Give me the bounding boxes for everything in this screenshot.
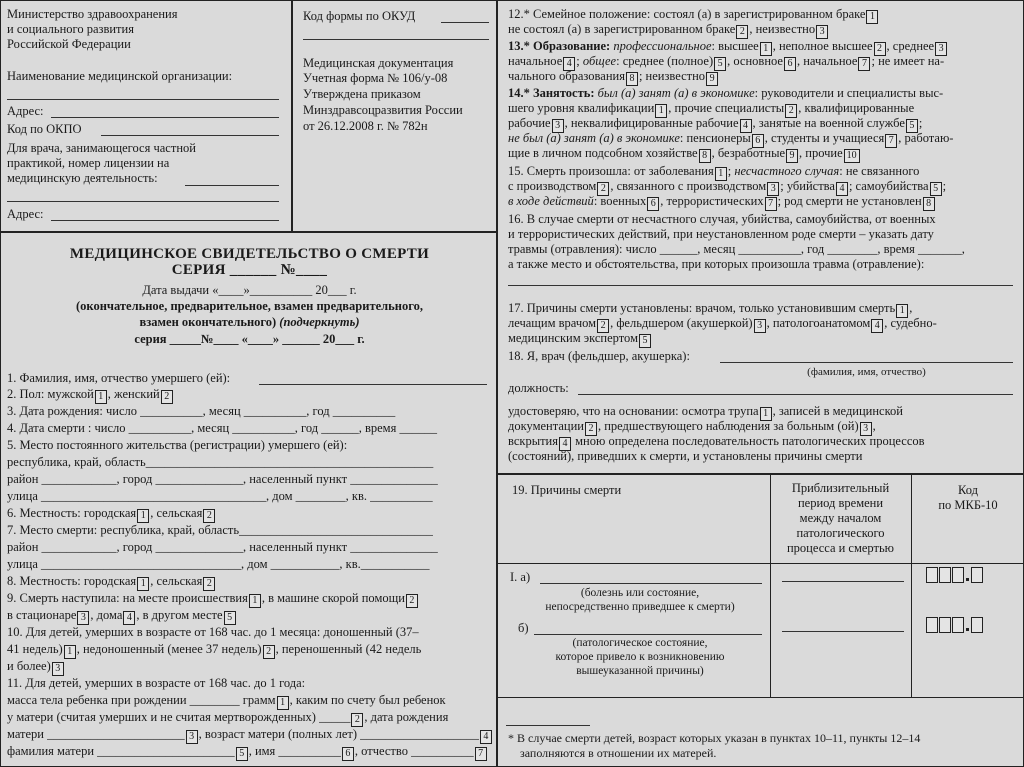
item13-no-edu-label: ; не имеет на- [871,54,945,68]
ministry-line-1: Министерство здравоохранения [7,7,178,21]
item2-label: 2. Пол: мужской [7,387,94,401]
item17-pathologist-label: , патологоанатомом [766,316,871,330]
checkbox-terrorism[interactable]: 7 [765,197,777,211]
item8-label: 8. Местность: городская [7,574,137,588]
checkbox-hospital[interactable]: 3 [77,611,89,625]
footnote-mark: * [508,731,514,745]
certificate-title: МЕДИЦИНСКОЕ СВИДЕТЕЛЬСТВО О СМЕРТИ [69,246,430,262]
checkbox-mother-surname[interactable]: 5 [236,747,248,761]
checkbox-home[interactable]: 4 [123,611,135,625]
item1-label: 1. Фамилия, имя, отчество умершего (ей): [7,371,231,385]
item11-mother-count-label: у матери (считая умерших и не считая мертворожденных) _____ [7,710,351,724]
okud-code-label: Код формы по ОКУД [303,9,416,23]
checkbox-observation[interactable]: 3 [860,422,872,436]
checkbox-mother-name[interactable]: 6 [342,747,354,761]
item18-sequence-label: мною определена последовательность патологических процессов [575,434,925,448]
item16-circumstances: а также место и обстоятельства, при которых произошла травма (отравление): [508,257,925,271]
item7-label[interactable]: 7. Место смерти: республика, край, область_______________________________ [7,523,433,537]
item18-observation-label: , предшествующего наблюдения за больным (ой) [597,419,859,433]
checkbox-urban-8[interactable]: 1 [137,577,149,591]
checkbox-qualified-workers[interactable]: 3 [552,119,564,133]
icd-code-a[interactable] [926,567,983,583]
checkbox-rural-8[interactable]: 2 [203,577,215,591]
cause-col2-header-4: патологического [796,526,885,540]
cause-col3-header-2: по МКБ-10 [938,498,998,512]
doc-line-1: Медицинская документация [303,56,454,70]
item13-basic-label: , основное [727,54,783,68]
item14-pensioners-label: : пенсионеры [679,131,751,145]
icd-code-b[interactable] [926,617,983,633]
right-main-panel: 12.* Семейное положение: состоял (а) в зарегистрированном браке 1 не состоял (а) в зарегистрированном браке 2 , неизвестно 3 13.* Образование: профессиональное: высшее 1 , неполное высшее 2 , среднее 3 начальное 4 ; общее: среднее (полное) 5 , основное 6 , начальное 7 ; не имеет на- чального образования 8 ; неизвестно 9 14.* Занятость: был (а) занят (а) в экономике: руководители и специалисты выс- шего уровня квалификации 1 , прочие специалисты 2 , квалифицированные рабочие 3 , неквалифицированные рабочие 4 , занятые на военной службе 5 ; не был (а) занят (а) в экономике: пенсионеры 6 , студенты и учащиеся 7 , работаю- щие в личном подсобном хозяйстве 8 , безработные 9 , прочие 10 15. Смерть произошла: от заболевания 1 ; несчастного случая: не связанного с производством 2 , связанного с производством 3 ; убийства 4 ; самоубийства 5 ; в ходе действий: военных 6 , террористических 7 ; род смерти не установлен 8 16. В случае смерти от несчастного случая, убийства, самоубийства, от военных и террористических действий, при неустановленном роде смерти – указать дату травмы (отравления): число ______, месяц __________, год ________, время _______, а также место и обстоятельства, при которых произошла травма (отравление): 17. Причины смерти установлены: врачом, только установившим смерть 1 , лечащим врачом 2 , фельдшером (акушеркой) 3 , патологоанатомом 4 , судебно- медицинским экспертом 5 18. Я, врач (фельдшер, акушерка): (фамилия, имя, отчество) должность: удостоверяю, что на основании: осмотра трупа 1 , записей в медицинской документации 2 , предшествующего наблюдения за больным (ой) 3 , вскрытия 4 мною определена последовательность патологических процессов (состояний), приведших к смерти, и установлены причины смерти [497,0,1024,474]
checkbox-female[interactable]: 2 [161,390,173,404]
item16-line2: и террористических действий, при неустановленном роде смерти – указать дату [508,227,934,241]
checkbox-military[interactable]: 5 [906,119,918,133]
doc-line-5: от 26.12.2008 г. № 782н [303,119,428,133]
item18-autopsy2-label: вскрытия [508,434,558,448]
cause-row-b-label: б) [518,621,529,635]
checkbox-attending-doctor[interactable]: 2 [597,319,609,333]
checkbox-mother-patronymic[interactable]: 7 [475,747,487,761]
item15-production-label: с производством [508,179,597,193]
item11-mother-dob: матери ______________________ [7,727,185,741]
checkbox-forensic-expert[interactable]: 5 [639,334,651,348]
item14-unqualified-label: , неквалифицированные рабочие [564,116,739,130]
item15-accident: несчастного случая [734,164,840,178]
item13-secondary-label: , среднее [886,39,935,53]
item14-managers-label: : руководители и специалисты выс- [754,86,944,100]
item3-birth-date[interactable]: 3. Дата рождения: число __________, месяц __________, год __________ [7,404,396,418]
item14-other-spec-label: , прочие специалисты [668,101,785,115]
checkbox-death-scene[interactable]: 1 [249,594,261,608]
item4-death-date[interactable]: 4. Дата смерти : число __________, месяц __________, год ______, время ______ [7,421,437,435]
item14-other-label: , прочие [799,146,843,160]
checkbox-primary-general[interactable]: 7 [858,57,870,71]
item8-rural-label: , сельская [150,574,203,588]
checkbox-military-action[interactable]: 6 [647,197,659,211]
item7-district[interactable]: район ____________, город ______________, населенный пункт ______________ [7,540,438,554]
item14-qualif-label: шего уровня квалификации [508,101,655,115]
doctor-license-line-1: Для врача, занимающегося частной [7,141,196,155]
item15-war: в ходе действий [508,194,594,208]
item18-label: 18. Я, врач (фельдшер, акушерка): [508,349,690,363]
item17-expert-label: медицинским экспертом [508,331,638,345]
item14-workers-label: рабочие [508,116,551,130]
item10-postterm-label-2: и более) [7,659,51,673]
checkbox-work-accident[interactable]: 3 [767,182,779,196]
doc-line-4: Минздравсоцразвития России [303,103,463,117]
checkbox-other-specialists[interactable]: 2 [785,104,797,118]
cause-of-death-panel [497,474,1024,767]
checkbox-other-place[interactable]: 5 [224,611,236,625]
item17-attending-label: лечащим врачом [508,316,597,330]
item13-professional: профессиональное [613,39,712,53]
cause-row-b-note-3: вышеуказанной причины) [576,665,704,677]
address-label: Адрес: [7,104,44,118]
ministry-line-2: и социального развития [7,22,134,36]
item6-rural-label: , сельская [150,506,203,520]
item14-unemployed-label: , безработные [711,146,786,160]
item15-suicide-label: ; самоубийства [848,179,929,193]
item17-label: 17. Причины смерти установлены: врачом, только установившим смерть [508,301,896,315]
cause-col2-header-5: процесса и смертью [786,541,895,555]
item14-employed: был (а) занят (а) в экономике [597,86,755,100]
item13-primary-label: начальное [508,54,563,68]
checkbox-students[interactable]: 7 [885,134,897,148]
doctor-license-line-3: медицинскую деятельность: [7,171,158,185]
address2-label: Адрес: [7,207,44,221]
left-main-panel [0,232,497,767]
item10-postterm-label: , переношенный (42 недель [275,642,422,656]
item18-fio-caption: (фамилия, имя, отчество) [807,366,926,378]
header-right-panel [292,0,497,232]
certificate-type-line2: взамен окончательного) [139,315,277,329]
checkbox-no-primary[interactable]: 8 [626,72,638,86]
checkbox-unqualified-workers[interactable]: 4 [740,119,752,133]
item16-trauma-date[interactable]: травмы (отравления): число ______, месяц __________, год ________, время _______, [508,242,965,256]
checkbox-suicide[interactable]: 5 [930,182,942,196]
item18-states: (состояний), приведших к смерти, и установлены причины смерти [508,449,863,463]
cause-row-a-label: I. а) [510,570,531,584]
checkbox-confirming-doctor[interactable]: 1 [896,304,908,318]
item10-fullterm-label: 41 недель) [7,642,63,656]
checkbox-fullterm[interactable]: 1 [64,645,76,659]
footnote-line-1: В случае смерти детей, возраст которых указан в пунктах 10–11, пункты 12–14 [517,731,921,745]
checkbox-ambulance[interactable]: 2 [406,594,418,608]
item11-mother-birth-label: , дата рождения [364,710,449,724]
item15-unknown-label: ; род смерти не установлен [777,194,922,208]
cause-col2-header-3: между началом [799,511,882,525]
item9-hospital-label: в стационаре [7,608,77,622]
checkbox-basic[interactable]: 6 [784,57,796,71]
checkbox-postterm[interactable]: 3 [52,662,64,676]
item15-work-label: , связанного с производством [610,179,767,193]
item9-home-label: , дома [90,608,123,622]
item11-mother-age-label: , возраст матери (полных лет) ___________________ [198,727,479,741]
checkbox-preterm[interactable]: 2 [263,645,275,659]
item11-label: 11. Для детей, умерших в возрасте от 168 час. до 1 года: [7,676,306,690]
item5-region[interactable]: республика, край, область______________________________________________ [7,455,434,469]
item12-label: 12.* Семейное положение: состоял (а) в зарегистрированном браке [508,7,866,21]
item14-students-label: , студенты и учащиеся [764,131,885,145]
item13-full-secondary-label: : среднее (полное) [616,54,714,68]
issue-date: Дата выдачи «____»__________ 20___ г. [142,283,357,297]
checkbox-male[interactable]: 1 [95,390,107,404]
cause-col2-header-2: период времени [797,496,884,510]
item15-non-work-label: : не связанного [839,164,920,178]
item12-unmarried-label: не состоял (а) в зарегистрированном браке [508,22,736,36]
item6-label: 6. Местность: городская [7,506,137,520]
item11-weight-label: масса тела ребенка при рождении ________ грамм [7,693,276,707]
checkbox-pensioners[interactable]: 6 [752,134,764,148]
item9-label: 9. Смерть наступила: на месте происшествия [7,591,248,605]
cause-col3-header-1: Код [958,483,978,497]
certificate-series: СЕРИЯ ______ №____ [171,262,328,278]
item15-terror-label: , террористических [660,194,764,208]
checkbox-primary-prof[interactable]: 4 [563,57,575,71]
item15-murder-label: ; убийства [780,179,835,193]
item17-paramedic-label: , фельдшером (акушеркой) [610,316,753,330]
item14-qualified-label: , квалифицированные [798,101,915,115]
doc-line-3: Утверждена приказом [303,87,421,101]
item9-ambulance-label: , в машине скорой помощи [261,591,405,605]
checkbox-mother-age[interactable]: 4 [480,730,492,744]
checkbox-mother-dob[interactable]: 3 [186,730,198,744]
ministry-line-3: Российской Федерации [7,37,131,51]
cause-col1-header: 19. Причины смерти [512,483,622,497]
checkbox-edu-unknown[interactable]: 9 [706,72,718,86]
cause-row-b-note-2: которое привело к возникновению [555,651,725,663]
checkbox-non-work-accident[interactable]: 2 [597,182,609,196]
item14-not-employed: не был (а) занят (а) в экономике [508,131,680,145]
checkbox-pathologist[interactable]: 4 [871,319,883,333]
checkbox-murder[interactable]: 4 [836,182,848,196]
item2-female-label: , женский [107,387,160,401]
cause-col2-header-1: Приблизительный [791,481,890,495]
checkbox-household[interactable]: 8 [699,149,711,163]
item11-mother-patronymic: , отчество __________ [354,744,474,758]
item18-position-label: должность: [508,381,569,395]
item13-incomplete-higher-label: , неполное высшее [772,39,873,53]
checkbox-other-employment[interactable]: 10 [844,149,860,163]
certificate-type-underline: (подчеркнуть) [279,315,360,329]
item9-other-label: , в другом месте [136,608,223,622]
doctor-license-line-2: практикой, номер лицензии на [7,156,170,170]
checkbox-marital-unknown[interactable]: 3 [816,25,828,39]
item5-label: 5. Место постоянного жительства (регистрации) умершего (ей): [7,438,348,452]
item15-military-label: : военных [593,194,647,208]
certificate-series2: серия _____№____ «____» ______ 20___ г. [134,332,365,346]
checkbox-urban-6[interactable]: 1 [137,509,149,523]
item10-preterm-label: , недоношенный (менее 37 недель) [76,642,262,656]
checkbox-married[interactable]: 1 [866,10,878,24]
item13-higher-label: : высшее [711,39,759,53]
item18-records-label: , записей в медицинской [772,404,903,418]
item13-unknown-label: ; неизвестно [638,69,706,83]
checkbox-death-unknown[interactable]: 8 [923,197,935,211]
item7-street[interactable]: улица ________________________________, дом ___________, кв.___________ [7,557,430,571]
checkbox-weight[interactable]: 1 [277,696,289,710]
item18-autopsy-label: удостоверяю, что на основании: осмотра трупа [508,404,759,418]
item5-district[interactable]: район ____________, город ______________, населенный пункт ______________ [7,472,438,486]
item11-mother-surname: фамилия матери ______________________ [7,744,235,758]
item5-street[interactable]: улица ____________________________________, дом ________, кв. __________ [7,489,433,503]
item17-forensic-label: , судебно- [884,316,937,330]
header-left-panel [0,0,292,232]
checkbox-examination[interactable]: 1 [760,407,772,421]
item10-label: 10. Для детей, умерших в возрасте от 168 час. до 1 месяца: доношенный (37– [7,625,419,639]
checkbox-autopsy[interactable]: 4 [559,437,571,451]
item13-primary-general-label: , начальное [796,54,858,68]
okpo-label: Код по ОКПО [7,122,82,136]
item11-mother-name: , имя __________ [248,744,341,758]
item14-working-label: , работаю- [898,131,954,145]
item14-household-label: щие в личном подсобном хозяйстве [508,146,698,160]
cause-row-a-note-1: (болезнь или состояние, [580,587,700,599]
org-name-label: Наименование медицинской организации: [7,69,233,83]
item12-unknown-label: , неизвестно [749,22,816,36]
item13-no-primary-label: чального образования [508,69,625,83]
item16-label: 16. В случае смерти от несчастного случая, убийства, самоубийства, от военных [508,212,936,226]
item14-military-label: , занятые на военной службе [752,116,905,130]
doc-line-2: Учетная форма № 106/у-08 [303,71,448,85]
cause-row-b-note-1: (патологическое состояние, [572,637,708,649]
checkbox-incomplete-higher[interactable]: 2 [874,42,886,56]
footnote-line-2: заполняются в отношении их матерей. [520,746,717,760]
item13-label: 13.* Образование: [508,39,611,53]
checkbox-paramedic[interactable]: 3 [754,319,766,333]
checkbox-child-order[interactable]: 2 [351,713,363,727]
item15-label: 15. Смерть произошла: от заболевания [508,164,714,178]
item18-docs-label: документации [508,419,584,433]
checkbox-disease[interactable]: 1 [715,167,727,181]
item11-order-label: , каким по счету был ребенок [289,693,446,707]
cause-row-a-note-2: непосредственно приведшее к смерти) [545,601,735,613]
item13-general: общее [582,54,617,68]
checkbox-rural-6[interactable]: 2 [203,509,215,523]
checkbox-unmarried[interactable]: 2 [736,25,748,39]
checkbox-unemployed[interactable]: 9 [786,149,798,163]
checkbox-secondary-prof[interactable]: 3 [935,42,947,56]
checkbox-full-secondary[interactable]: 5 [714,57,726,71]
checkbox-higher-edu[interactable]: 1 [760,42,772,56]
item14-label: 14.* Занятость: [508,86,595,100]
checkbox-managers[interactable]: 1 [655,104,667,118]
certificate-type-line1: (окончательное, предварительное, взамен предварительного, [76,299,423,313]
checkbox-records[interactable]: 2 [585,422,597,436]
